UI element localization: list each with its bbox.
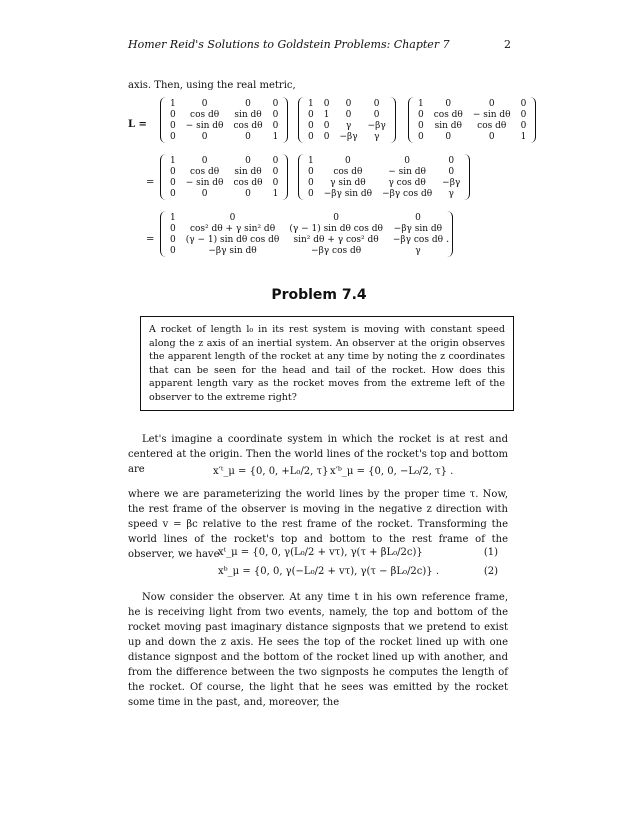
equation-1: xᵗ_μ = {0, 0, γ(L₀/2 + vτ), γ(τ + βL₀/2c)} [218, 547, 423, 558]
matrix-cell: γ [345, 120, 352, 131]
matrix-row [413, 109, 531, 120]
matrix-cell: cos dθ [190, 166, 220, 177]
matrix-cell: − sin dθ [185, 177, 224, 188]
problem-title: Problem 7.4 [271, 287, 367, 303]
equation-2: xᵇ_μ = {0, 0, γ(−L₀/2 + vτ), γ(τ − βL₀/2c)} . [218, 566, 440, 577]
matrix-cell: 1 [170, 98, 176, 109]
matrix-cell: cos² dθ + γ sin² dθ [189, 223, 276, 234]
matrix-cell: 0 [201, 188, 208, 199]
matrix-cell: 0 [520, 120, 527, 131]
matrix-cell: 0 [323, 120, 330, 131]
matrix-cell: 0 [323, 131, 330, 142]
matrix-cell: − sin dθ [388, 166, 426, 177]
matrix-cell: 0 [445, 98, 452, 109]
matrix-cell: 0 [520, 109, 527, 120]
matrix-cell: 0 [201, 155, 208, 166]
matrix-cell: 0 [345, 155, 351, 166]
matrix-row [413, 98, 531, 109]
matrix-cell: 0 [373, 98, 380, 109]
matrix-cell: 0 [345, 98, 352, 109]
matrix-cell: 0 [229, 212, 236, 223]
matrix-cell: cos dθ [477, 120, 507, 131]
matrix-cell: 0 [308, 177, 314, 188]
matrix-cell: 1 [308, 155, 314, 166]
matrix-cell: γ cos dθ [388, 177, 426, 188]
matrix-cell: 0 [272, 98, 279, 109]
equation-1-number: (1) [483, 547, 498, 558]
matrix-cell: −βγ sin dθ [323, 188, 373, 199]
matrix-cell: 0 [488, 131, 495, 142]
matrix-row [413, 120, 531, 131]
matrix-cell: 0 [170, 120, 176, 131]
matrix-cell: −βγ cos dθ [311, 245, 362, 256]
paragraph-1: Let's imagine a coordinate system in which the rocket is at rest and centered at the origin. Then the world lines of the rocket's top and bottom are [128, 434, 508, 475]
matrix-cell: −βγ sin dθ [208, 245, 257, 256]
matrix-row [165, 245, 448, 256]
matrix-label: L = [128, 119, 147, 130]
matrix-cell: 0 [272, 177, 279, 188]
equation-a: x′ᵗ_μ = {0, 0, +L₀/2, τ} [213, 466, 329, 477]
matrix-cell: cos dθ [190, 109, 220, 120]
period: . [446, 234, 450, 245]
matrix-r1-m2 [298, 97, 396, 143]
matrix-cell: 0 [170, 177, 176, 188]
matrix-row [165, 120, 283, 131]
matrix-cell: −βγ cos dθ [392, 234, 443, 245]
page-number: 2 [504, 38, 511, 51]
matrix-cell: 0 [448, 155, 455, 166]
matrix-cell: 0 [201, 98, 208, 109]
matrix-row [165, 188, 283, 199]
matrix-cell: 0 [245, 155, 251, 166]
matrix-cell: 0 [445, 131, 452, 142]
equation-b: x′ᵇ_μ = {0, 0, −L₀/2, τ} . [330, 466, 454, 477]
matrix-cell: 0 [448, 166, 455, 177]
matrix-cell: −βγ cos dθ [382, 188, 433, 199]
page-header [128, 38, 511, 51]
matrix-cell: cos dθ [333, 166, 363, 177]
matrix-row [303, 177, 465, 188]
matrix-cell: 0 [323, 98, 330, 109]
matrix-row [165, 212, 448, 223]
matrix-row [165, 166, 283, 177]
header-title: Homer Reid's Solutions to Goldstein Problems: Chapter 7 [128, 38, 450, 51]
matrix-cell: 1 [170, 212, 176, 223]
matrix-cell: 1 [418, 98, 424, 109]
matrix-cell: 0 [418, 131, 424, 142]
matrix-cell: −βγ [442, 177, 461, 188]
matrix-cell: 0 [272, 109, 279, 120]
matrix-row [303, 166, 465, 177]
matrix-cell: cos dθ [433, 109, 463, 120]
matrix-cell: 0 [201, 131, 208, 142]
paragraph-2: where we are parameterizing the world lines by the proper time τ. Now, the rest frame of the observer is moving in the negative z direction with speed v = βc relative to the rest frame of the rocket. Transforming the world lines of the rocket's top and bottom to the rest frame of the observer, we have [128, 489, 508, 560]
matrix-cell: 0 [170, 131, 176, 142]
matrix-row [303, 131, 391, 142]
matrix-cell: γ [415, 245, 421, 256]
matrix-cell: 0 [170, 234, 176, 245]
matrix-cell: 0 [245, 131, 251, 142]
matrix-cell: 1 [272, 131, 279, 142]
matrix-cell: γ [448, 188, 454, 199]
matrix-cell: 0 [308, 188, 314, 199]
matrix-cell: 0 [170, 223, 176, 234]
matrix-cell: 0 [245, 98, 251, 109]
matrix-cell: − sin dθ [472, 109, 511, 120]
matrix-cell: (γ − 1) sin dθ cos dθ [289, 223, 383, 234]
matrix-row [165, 131, 283, 142]
matrix-cell: 0 [308, 120, 314, 131]
matrix-cell: cos dθ [233, 177, 263, 188]
matrix-row [413, 131, 531, 142]
matrix-cell: 0 [272, 155, 279, 166]
matrix-cell: 1 [272, 188, 279, 199]
matrix-row [303, 155, 465, 166]
matrix-cell: 0 [488, 98, 495, 109]
matrix-r1-m3 [408, 97, 536, 143]
matrix-cell: − sin dθ [185, 120, 224, 131]
matrix-cell: 0 [272, 166, 279, 177]
matrix-cell: 0 [308, 131, 314, 142]
matrix-row [303, 109, 391, 120]
matrix-row [303, 188, 465, 199]
matrix-row [303, 98, 391, 109]
matrix-r1-m1 [160, 97, 288, 143]
matrix-cell: 0 [170, 245, 176, 256]
matrix-row [165, 177, 283, 188]
problem-statement-box: A rocket of length l₀ in its rest system is moving with constant speed along the z axis of an inertial system. An observer at the origin observes the apparent length of the rocket at any time by noting the z coordinates that can be seen for the head and tail of the rocket. How does this apparent length vary as the rocket moves from the extreme left of the observer to the extreme right? [140, 316, 514, 411]
matrix-cell: −βγ [367, 120, 386, 131]
matrix-cell: 1 [170, 155, 176, 166]
equation-2-number: (2) [483, 566, 498, 577]
matrix-cell: 0 [415, 212, 421, 223]
matrix-cell: 1 [323, 109, 330, 120]
matrix-cell: 0 [333, 212, 339, 223]
matrix-cell: cos dθ [233, 120, 263, 131]
matrix-cell: sin dθ [234, 166, 262, 177]
matrix-row [165, 98, 283, 109]
matrix-cell: 0 [170, 188, 176, 199]
matrix-r2-m1 [160, 154, 288, 200]
matrix-cell: sin² dθ + γ cos² dθ [293, 234, 379, 245]
matrix-r2-m2 [298, 154, 470, 200]
matrix-row [165, 109, 283, 120]
matrix-cell: (γ − 1) sin dθ cos dθ [185, 234, 280, 245]
matrix-row [165, 223, 448, 234]
matrix-cell: sin dθ [234, 109, 262, 120]
matrix-cell: 0 [308, 166, 314, 177]
matrix-cell: γ [373, 131, 380, 142]
matrix-cell: 0 [520, 98, 527, 109]
matrix-cell: 0 [308, 109, 314, 120]
matrix-cell: 0 [345, 109, 352, 120]
matrix-row [303, 120, 391, 131]
matrix-cell: 0 [170, 109, 176, 120]
paragraph-3: Now consider the observer. At any time t in his own reference frame, he is receiving light from two events, namely, the top and bottom of the rocket moving past imaginary distance signposts that we pretend to exist up and down the z axis. He sees the top of the rocket lined up with one distance signpost and the bottom of the rocket lined up with another, and from the difference between the two signposts he computes the length of the rocket. Of course, the light that he sees was emitted by the rocket some time in the past, and, moreover, the [128, 592, 508, 708]
matrix-cell: 1 [520, 131, 527, 142]
matrix-row [165, 234, 448, 245]
matrix-cell: 1 [308, 98, 314, 109]
equals-sign: = [146, 177, 155, 188]
matrix-r3-m1 [160, 211, 453, 257]
matrix-cell: 0 [170, 166, 176, 177]
intro-text: axis. Then, using the real metric, [128, 80, 296, 91]
matrix-cell: γ sin dθ [330, 177, 366, 188]
matrix-cell: sin dθ [434, 120, 462, 131]
matrix-cell: −βγ [339, 131, 358, 142]
matrix-cell: −βγ sin dθ [393, 223, 443, 234]
equals-sign: = [146, 234, 155, 245]
matrix-cell: 0 [404, 155, 410, 166]
matrix-cell: 0 [245, 188, 251, 199]
matrix-cell: 0 [418, 120, 424, 131]
matrix-cell: 0 [272, 120, 279, 131]
matrix-cell: 0 [373, 109, 380, 120]
matrix-row [165, 155, 283, 166]
matrix-cell: 0 [418, 109, 424, 120]
